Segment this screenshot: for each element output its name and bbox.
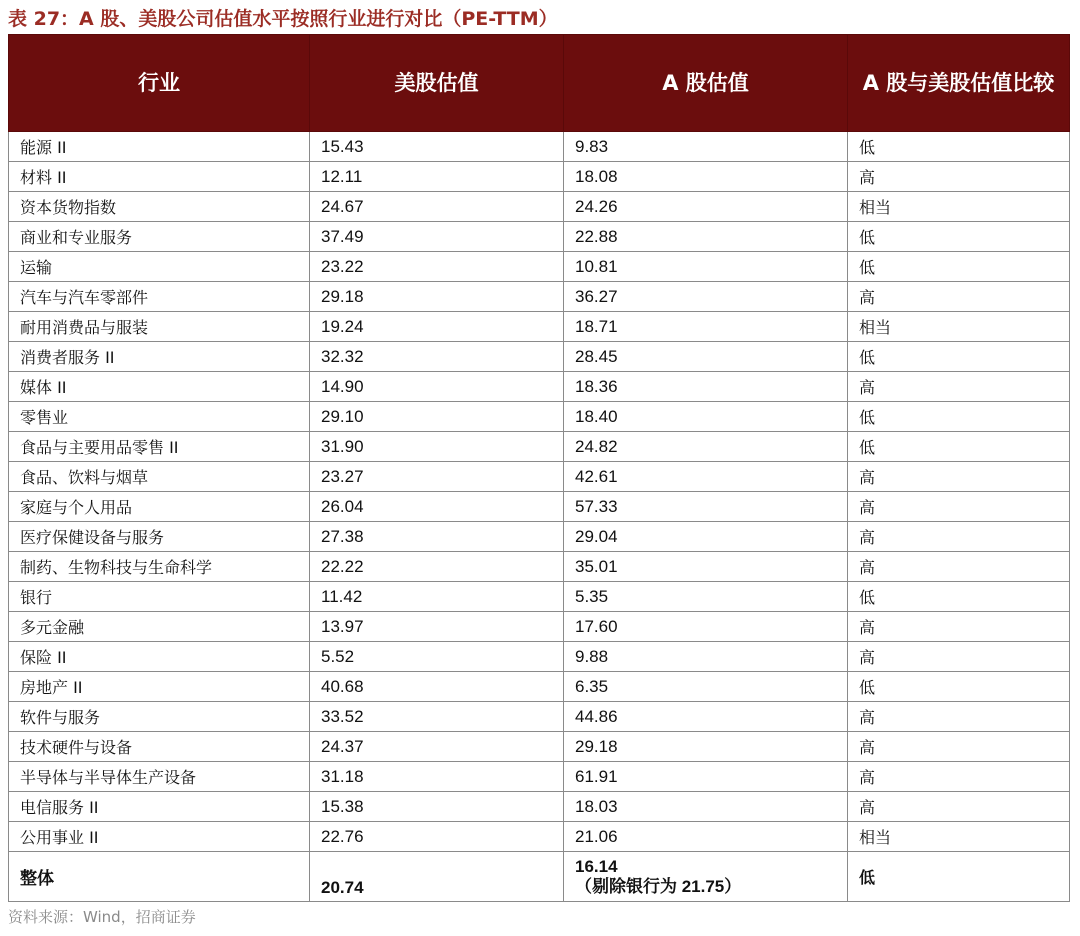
table-caption: 表 27：A 股、美股公司估值水平按照行业进行对比（PE-TTM） [8, 8, 558, 30]
us-valuation-cell: 22.76 [310, 822, 564, 852]
us-valuation-cell: 24.67 [310, 192, 564, 222]
a-valuation-cell: 5.35 [564, 582, 848, 612]
comparison-cell: 高 [848, 522, 1070, 552]
industry-cell: 耐用消费品与服装 [9, 312, 310, 342]
table-row [9, 522, 1070, 552]
table-row [9, 342, 1070, 372]
industry-cell: 软件与服务 [9, 702, 310, 732]
industry-cell: 消费者服务 II [9, 342, 310, 372]
a-valuation-cell: 18.40 [564, 402, 848, 432]
us-valuation-cell: 27.38 [310, 522, 564, 552]
a-valuation-cell: 18.71 [564, 312, 848, 342]
a-valuation-cell: 6.35 [564, 672, 848, 702]
comparison-cell: 高 [848, 492, 1070, 522]
total-row [9, 852, 1070, 902]
industry-cell: 半导体与半导体生产设备 [9, 762, 310, 792]
industry-cell: 保险 II [9, 642, 310, 672]
table-row [9, 312, 1070, 342]
table-row [9, 552, 1070, 582]
table-row [9, 282, 1070, 312]
us-valuation-cell: 22.22 [310, 552, 564, 582]
us-valuation-cell: 26.04 [310, 492, 564, 522]
us-valuation-cell: 23.22 [310, 252, 564, 282]
header-industry: 行业 [9, 35, 310, 132]
comparison-cell: 高 [848, 792, 1070, 822]
industry-cell: 食品、饮料与烟草 [9, 462, 310, 492]
header-a-valuation: A 股估值 [564, 35, 848, 132]
total-us-valuation: 20.74 [310, 852, 564, 902]
comparison-cell: 高 [848, 552, 1070, 582]
comparison-cell: 高 [848, 762, 1070, 792]
a-valuation-cell: 17.60 [564, 612, 848, 642]
comparison-cell: 低 [848, 402, 1070, 432]
a-valuation-cell: 36.27 [564, 282, 848, 312]
industry-cell: 多元金融 [9, 612, 310, 642]
table-row [9, 822, 1070, 852]
table-row [9, 222, 1070, 252]
industry-cell: 食品与主要用品零售 II [9, 432, 310, 462]
a-valuation-cell: 22.88 [564, 222, 848, 252]
comparison-cell: 高 [848, 732, 1070, 762]
a-valuation-cell: 29.18 [564, 732, 848, 762]
us-valuation-cell: 15.43 [310, 132, 564, 162]
a-valuation-cell: 57.33 [564, 492, 848, 522]
table-row [9, 432, 1070, 462]
table-row [9, 492, 1070, 522]
total-industry: 整体 [9, 852, 310, 902]
a-valuation-cell: 24.82 [564, 432, 848, 462]
us-valuation-cell: 13.97 [310, 612, 564, 642]
header-us-valuation: 美股估值 [310, 35, 564, 132]
industry-cell: 零售业 [9, 402, 310, 432]
industry-cell: 电信服务 II [9, 792, 310, 822]
a-valuation-cell: 44.86 [564, 702, 848, 732]
us-valuation-cell: 32.32 [310, 342, 564, 372]
table-row [9, 402, 1070, 432]
table-row [9, 672, 1070, 702]
a-valuation-cell: 9.83 [564, 132, 848, 162]
industry-cell: 制药、生物科技与生命科学 [9, 552, 310, 582]
a-valuation-cell: 42.61 [564, 462, 848, 492]
industry-cell: 能源 II [9, 132, 310, 162]
industry-cell: 材料 II [9, 162, 310, 192]
industry-cell: 家庭与个人用品 [9, 492, 310, 522]
table-row [9, 762, 1070, 792]
a-valuation-cell: 21.06 [564, 822, 848, 852]
comparison-cell: 高 [848, 162, 1070, 192]
total-a-value: 16.14 [575, 856, 618, 876]
a-valuation-cell: 61.91 [564, 762, 848, 792]
header-row [9, 35, 1070, 132]
a-valuation-cell: 10.81 [564, 252, 848, 282]
table-row [9, 372, 1070, 402]
industry-cell: 汽车与汽车零部件 [9, 282, 310, 312]
comparison-cell: 高 [848, 372, 1070, 402]
us-valuation-cell: 29.10 [310, 402, 564, 432]
comparison-cell: 高 [848, 462, 1070, 492]
a-valuation-cell: 24.26 [564, 192, 848, 222]
industry-cell: 资本货物指数 [9, 192, 310, 222]
us-valuation-cell: 23.27 [310, 462, 564, 492]
table-row [9, 792, 1070, 822]
comparison-cell: 低 [848, 582, 1070, 612]
us-valuation-cell: 29.18 [310, 282, 564, 312]
table-row [9, 252, 1070, 282]
us-valuation-cell: 37.49 [310, 222, 564, 252]
comparison-cell: 高 [848, 702, 1070, 732]
table-row [9, 582, 1070, 612]
a-valuation-cell: 18.03 [564, 792, 848, 822]
us-valuation-cell: 5.52 [310, 642, 564, 672]
industry-cell: 商业和专业服务 [9, 222, 310, 252]
comparison-cell: 高 [848, 612, 1070, 642]
comparison-cell: 高 [848, 282, 1070, 312]
table-row [9, 642, 1070, 672]
us-valuation-cell: 15.38 [310, 792, 564, 822]
table-row [9, 612, 1070, 642]
industry-cell: 银行 [9, 582, 310, 612]
comparison-cell: 低 [848, 672, 1070, 702]
a-valuation-cell: 18.08 [564, 162, 848, 192]
table-row [9, 732, 1070, 762]
table-row [9, 702, 1070, 732]
comparison-cell: 低 [848, 132, 1070, 162]
table-row [9, 192, 1070, 222]
comparison-cell: 低 [848, 432, 1070, 462]
a-valuation-cell: 29.04 [564, 522, 848, 552]
us-valuation-cell: 24.37 [310, 732, 564, 762]
us-valuation-cell: 31.90 [310, 432, 564, 462]
table-row [9, 132, 1070, 162]
source-note: 资料来源：Wind，招商证券 [8, 908, 196, 926]
industry-cell: 运输 [9, 252, 310, 282]
comparison-cell: 高 [848, 642, 1070, 672]
industry-cell: 房地产 II [9, 672, 310, 702]
a-valuation-cell: 35.01 [564, 552, 848, 582]
total-comparison: 低 [848, 852, 1070, 902]
a-valuation-cell: 9.88 [564, 642, 848, 672]
us-valuation-cell: 40.68 [310, 672, 564, 702]
us-valuation-cell: 12.11 [310, 162, 564, 192]
us-valuation-cell: 33.52 [310, 702, 564, 732]
industry-cell: 技术硬件与设备 [9, 732, 310, 762]
total-a-valuation [564, 852, 848, 902]
industry-cell: 医疗保健设备与服务 [9, 522, 310, 552]
table-row [9, 462, 1070, 492]
comparison-cell: 相当 [848, 822, 1070, 852]
comparison-cell: 低 [848, 252, 1070, 282]
comparison-cell: 相当 [848, 312, 1070, 342]
industry-cell: 公用事业 II [9, 822, 310, 852]
comparison-cell: 低 [848, 222, 1070, 252]
us-valuation-cell: 14.90 [310, 372, 564, 402]
total-a-note: （剔除银行为 21.75） [575, 876, 742, 896]
comparison-cell: 相当 [848, 192, 1070, 222]
valuation-table [8, 34, 1070, 902]
a-valuation-cell: 18.36 [564, 372, 848, 402]
table-row [9, 162, 1070, 192]
header-comparison: A 股与美股估值比较 [848, 35, 1070, 132]
comparison-cell: 低 [848, 342, 1070, 372]
us-valuation-cell: 19.24 [310, 312, 564, 342]
us-valuation-cell: 11.42 [310, 582, 564, 612]
us-valuation-cell: 31.18 [310, 762, 564, 792]
a-valuation-cell: 28.45 [564, 342, 848, 372]
industry-cell: 媒体 II [9, 372, 310, 402]
